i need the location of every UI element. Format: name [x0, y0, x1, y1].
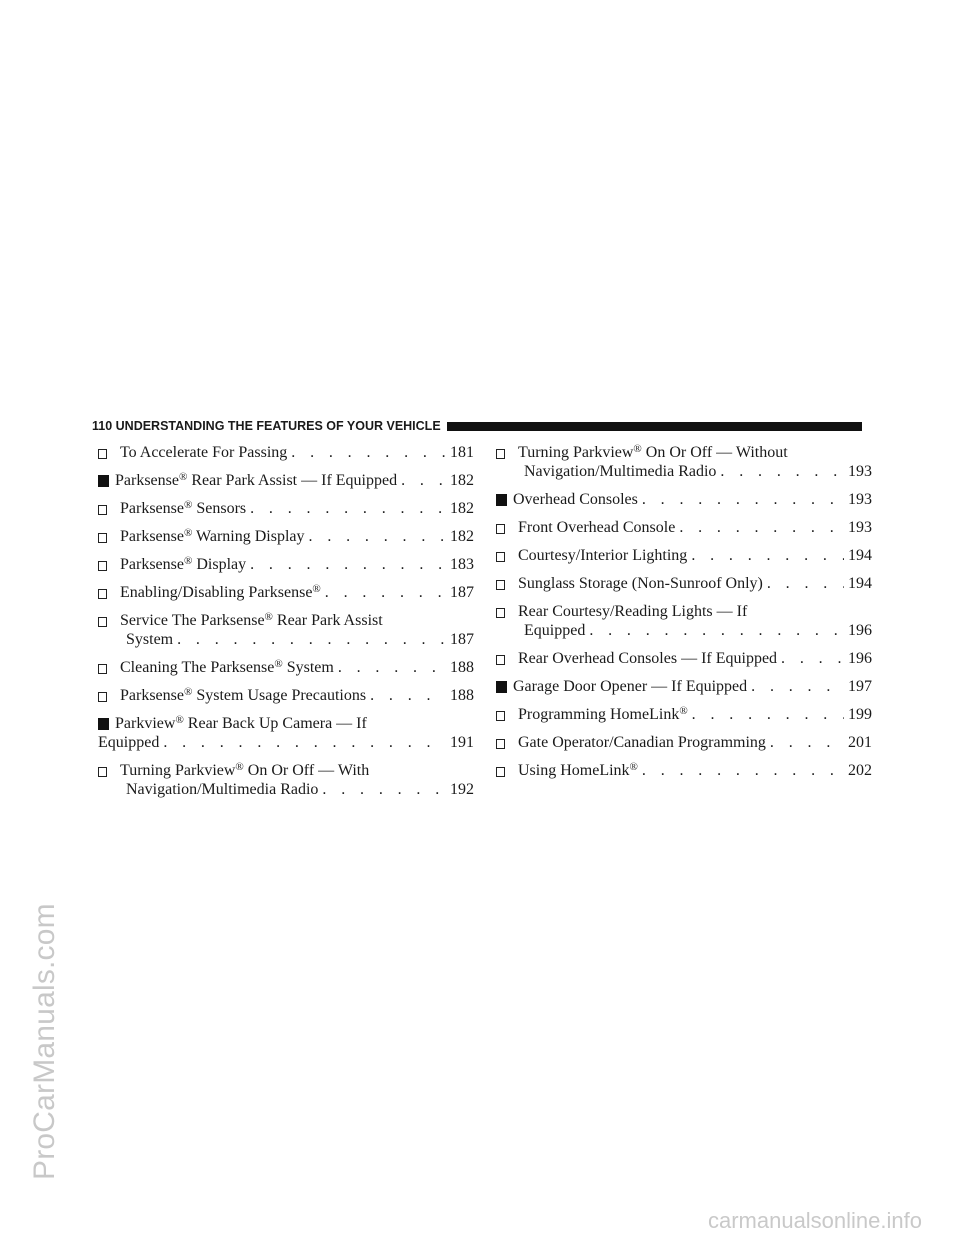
- hollow-square-bullet-icon: [496, 711, 505, 721]
- toc-subsection-entry[interactable]: [496, 602, 872, 640]
- hollow-square-bullet-icon: [98, 589, 107, 599]
- toc-subsection-entry[interactable]: [496, 705, 872, 724]
- toc-page-number: 187: [450, 584, 474, 601]
- dot-leader: [309, 527, 446, 546]
- dot-leader: [770, 733, 844, 752]
- toc-entry-title: Enabling/Disabling Parksense®: [120, 583, 321, 601]
- toc-subsection-entry[interactable]: [496, 518, 872, 537]
- toc-page-number: 201: [848, 734, 872, 751]
- dot-leader: [338, 658, 446, 677]
- toc-entry-title: Turning Parkview® On Or Off — Without: [518, 443, 788, 461]
- toc-page-number: 192: [450, 781, 474, 798]
- page-header-text: 110 UNDERSTANDING THE FEATURES OF YOUR VEHICLE: [92, 419, 441, 433]
- toc-section-entry[interactable]: [98, 471, 474, 490]
- toc-section-entry[interactable]: [496, 677, 872, 696]
- hollow-square-bullet-icon: [98, 449, 107, 459]
- toc-subsection-entry[interactable]: [496, 546, 872, 565]
- dot-leader: [322, 780, 446, 799]
- toc-subsection-entry[interactable]: [98, 499, 474, 518]
- toc-page-number: 196: [848, 650, 872, 667]
- toc-entry-title: Navigation/Multimedia Radio: [126, 781, 319, 798]
- toc-page-number: 182: [450, 472, 474, 489]
- toc-entry-title: Front Overhead Console: [518, 519, 676, 536]
- toc-page-number: 197: [848, 678, 872, 695]
- dot-leader: [250, 499, 446, 518]
- toc-page-number: 194: [848, 547, 872, 564]
- filled-square-bullet-icon: [98, 718, 109, 730]
- dot-leader: [163, 733, 446, 752]
- dot-leader: [325, 583, 446, 602]
- toc-page-number: 193: [848, 463, 872, 480]
- hollow-square-bullet-icon: [98, 767, 107, 777]
- toc-subsection-entry[interactable]: [496, 733, 872, 752]
- filled-square-bullet-icon: [496, 494, 507, 506]
- toc-entry-title: Garage Door Opener — If Equipped: [513, 678, 748, 695]
- toc-section-entry[interactable]: [98, 714, 474, 752]
- toc-subsection-entry[interactable]: [98, 583, 474, 602]
- toc-page-number: 202: [848, 762, 872, 779]
- toc-page-number: 196: [848, 622, 872, 639]
- toc-subsection-entry[interactable]: [496, 649, 872, 668]
- toc-subsection-entry[interactable]: [98, 611, 474, 649]
- toc-page-number: 182: [450, 500, 474, 517]
- header-rule: [447, 422, 862, 431]
- toc-page-number: 188: [450, 659, 474, 676]
- hollow-square-bullet-icon: [496, 739, 505, 749]
- toc-section-entry[interactable]: [496, 490, 872, 509]
- toc-subsection-entry[interactable]: [496, 443, 872, 481]
- hollow-square-bullet-icon: [98, 561, 107, 571]
- hollow-square-bullet-icon: [496, 580, 505, 590]
- dot-leader: [781, 649, 844, 668]
- page-header: [92, 418, 862, 434]
- toc-subsection-entry[interactable]: [98, 527, 474, 546]
- toc-page-number: 181: [450, 444, 474, 461]
- toc-entry-title: Sunglass Storage (Non-Sunroof Only): [518, 575, 763, 592]
- toc-entry-title: Gate Operator/Canadian Programming: [518, 734, 766, 751]
- toc-subsection-entry[interactable]: [98, 658, 474, 677]
- toc-entry-title: Parksense® Display: [120, 555, 247, 573]
- hollow-square-bullet-icon: [496, 552, 505, 562]
- toc-page-number: 199: [848, 706, 872, 723]
- toc-entry-title: Parksense® Sensors: [120, 499, 247, 517]
- dot-leader: [767, 574, 844, 593]
- toc-entry-title: To Accelerate For Passing: [120, 444, 288, 461]
- hollow-square-bullet-icon: [496, 524, 505, 534]
- hollow-square-bullet-icon: [98, 617, 107, 627]
- toc-page-number: 193: [848, 491, 872, 508]
- toc-page-number: 183: [450, 556, 474, 573]
- toc-right-column: [496, 443, 872, 789]
- toc-subsection-entry[interactable]: [98, 443, 474, 462]
- toc-page-number: 182: [450, 528, 474, 545]
- toc-entry-title: Programming HomeLink®: [518, 705, 688, 723]
- hollow-square-bullet-icon: [496, 655, 505, 665]
- toc-subsection-entry[interactable]: [98, 686, 474, 705]
- dot-leader: [589, 621, 844, 640]
- dot-leader: [177, 630, 446, 649]
- toc-entry-title: Turning Parkview® On Or Off — With: [120, 761, 370, 779]
- dot-leader: [642, 761, 844, 780]
- toc-entry-title: Navigation/Multimedia Radio: [524, 463, 717, 480]
- toc-entry-title: Courtesy/Interior Lighting: [518, 547, 688, 564]
- dot-leader: [679, 518, 844, 537]
- hollow-square-bullet-icon: [98, 505, 107, 515]
- hollow-square-bullet-icon: [496, 608, 505, 618]
- toc-entry-title: Equipped: [98, 734, 160, 751]
- toc-page-number: 191: [450, 734, 474, 751]
- dot-leader: [370, 686, 446, 705]
- hollow-square-bullet-icon: [496, 767, 505, 777]
- toc-subsection-entry[interactable]: [496, 574, 872, 593]
- hollow-square-bullet-icon: [98, 664, 107, 674]
- filled-square-bullet-icon: [496, 681, 507, 693]
- hollow-square-bullet-icon: [496, 449, 505, 459]
- dot-leader: [291, 443, 446, 462]
- toc-entry-title: System: [126, 631, 174, 648]
- toc-entry-title: Parksense® System Usage Precautions: [120, 686, 367, 704]
- toc-subsection-entry[interactable]: [98, 555, 474, 574]
- dot-leader: [691, 546, 844, 565]
- dot-leader: [720, 462, 844, 481]
- toc-left-column: [98, 443, 474, 808]
- hollow-square-bullet-icon: [98, 533, 107, 543]
- bottom-watermark: carmanualsonline.info: [707, 1208, 922, 1233]
- toc-entry-title: Rear Courtesy/Reading Lights — If: [518, 603, 748, 620]
- toc-entry-title: Equipped: [524, 622, 586, 639]
- toc-entry-title: Rear Overhead Consoles — If Equipped: [518, 650, 778, 667]
- toc-page-number: 194: [848, 575, 872, 592]
- dot-leader: [692, 705, 844, 724]
- toc-subsection-entry[interactable]: [496, 761, 872, 780]
- toc-entry-title: Overhead Consoles: [513, 491, 638, 508]
- filled-square-bullet-icon: [98, 475, 109, 487]
- toc-entry-title: Parkview® Rear Back Up Camera — If: [115, 714, 367, 732]
- toc-page-number: 188: [450, 687, 474, 704]
- dot-leader: [401, 471, 446, 490]
- hollow-square-bullet-icon: [98, 692, 107, 702]
- toc-page-number: 187: [450, 631, 474, 648]
- dot-leader: [642, 490, 844, 509]
- toc-entry-title: Cleaning The Parksense® System: [120, 658, 334, 676]
- dot-leader: [250, 555, 446, 574]
- toc-entry-title: Parksense® Rear Park Assist — If Equipped: [115, 471, 398, 489]
- toc-subsection-entry[interactable]: [98, 761, 474, 799]
- toc-entry-title: Parksense® Warning Display: [120, 527, 305, 545]
- side-watermark: ProCarManuals.com: [28, 903, 61, 1180]
- toc-entry-title: Service The Parksense® Rear Park Assist: [120, 611, 383, 629]
- toc-entry-title: Using HomeLink®: [518, 761, 638, 779]
- toc-page-number: 193: [848, 519, 872, 536]
- dot-leader: [751, 677, 844, 696]
